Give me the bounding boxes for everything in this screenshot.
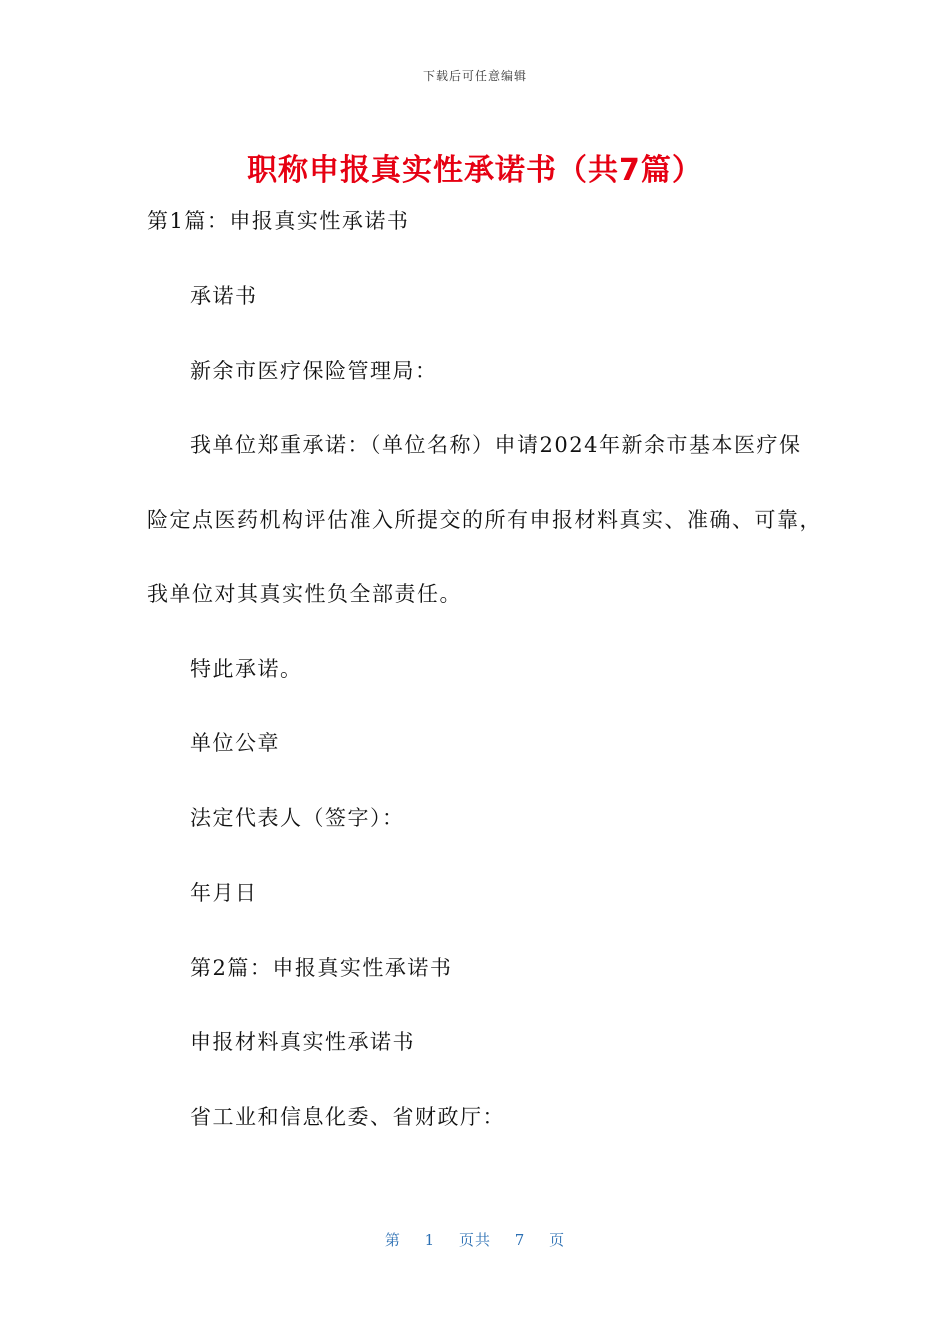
section-1-title: 承诺书 [190,284,258,308]
section-1-seal-label: 单位公章 [190,731,280,755]
section-1-closing: 特此承诺。 [190,657,303,681]
section-1-addressee: 新余市医疗保险管理局： [190,359,438,383]
section-1-paragraph-line-2: 险定点医药机构评估准入所提交的所有申报材料真实、准确、可靠， [147,508,822,532]
document-title: 职称申报真实性承诺书（共7篇） [247,153,703,188]
page-number-footer: 第 1 页共 7 页 [384,1231,566,1249]
section-1-paragraph-line-3: 我单位对其真实性负全部责任。 [147,582,462,606]
section-1-signature-label: 法定代表人（签字）： [190,806,405,830]
section-2-heading: 第2篇：申报真实性承诺书 [190,956,453,980]
section-1-heading: 第1篇：申报真实性承诺书 [147,209,410,233]
section-2-title: 申报材料真实性承诺书 [190,1030,415,1054]
section-1-date-label: 年月日 [190,881,258,905]
header-note: 下载后可任意编辑 [422,69,527,83]
section-2-addressee: 省工业和信息化委、省财政厅： [190,1105,505,1129]
section-1-paragraph-line-1: 我单位郑重承诺：（单位名称）申请2024年新余市基本医疗保 [190,433,802,457]
